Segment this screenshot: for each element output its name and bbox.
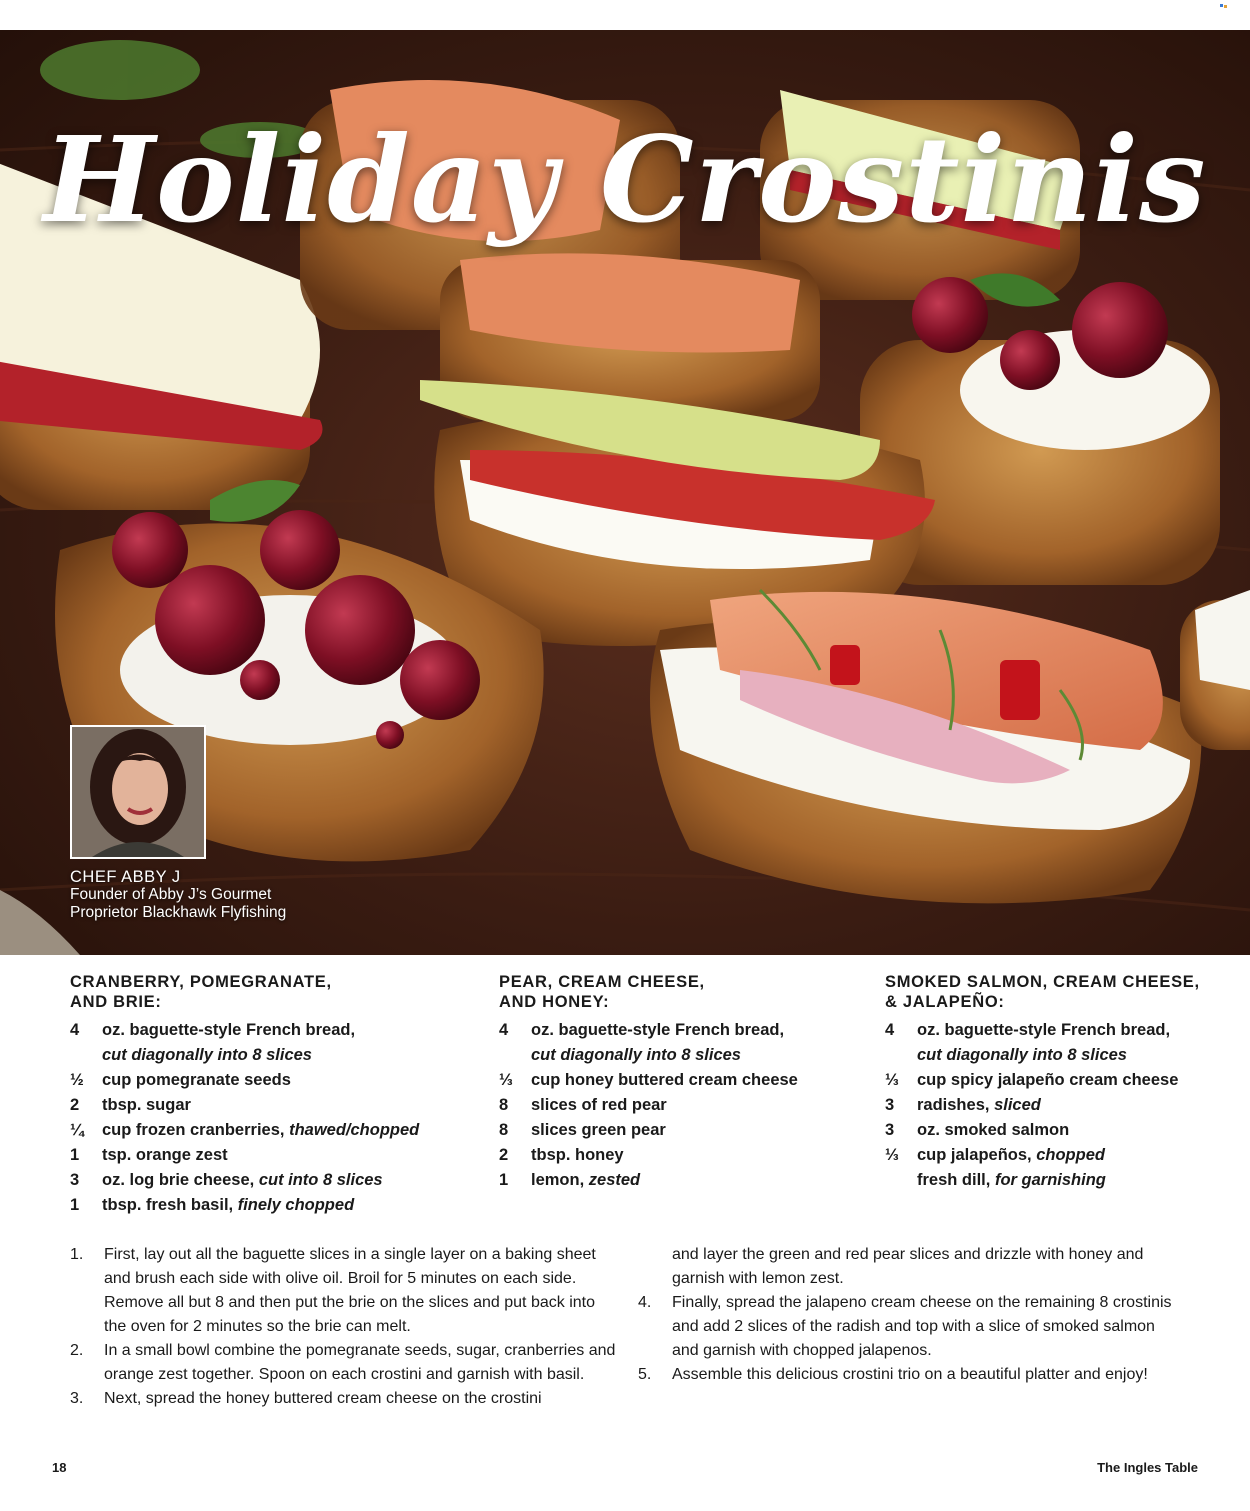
recipe-title-line: AND BRIE: [70,993,162,1011]
ingredient-qty: ⅓ [499,1071,513,1089]
step-text: In a small bowl combine the pomegranate seeds, sugar, cranberries and orange zest together. Spoon on each crostini and garnish with basil. [104,1342,616,1383]
chef-title-2: Proprietor Blackhawk Flyfishing [70,904,287,921]
recipe-salmon [885,972,1225,1193]
ingredient-note: thawed/chopped [289,1121,420,1139]
recipe-title-line: SMOKED SALMON, CREAM CHEESE, [885,973,1200,991]
ingredient-row [885,1068,1225,1093]
ingredient-qty: 4 [499,1021,509,1039]
ingredient-qty [885,1168,917,1193]
step-number: 2. [70,1342,84,1359]
ingredient-note: cut diagonally into 8 slices [102,1046,312,1064]
ingredient-qty: 1 [499,1171,509,1189]
ingredient-row [70,1143,430,1168]
ingredient-name: tbsp. fresh basil, [102,1196,234,1214]
recipe-title-line: CRANBERRY, POMEGRANATE, [70,973,332,991]
ingredient-qty: 4 [885,1021,895,1039]
ingredient-name: oz. baguette-style French bread, [917,1021,1171,1039]
ingredient-note: for garnishing [994,1171,1106,1189]
ingredient-name: fresh dill, [917,1171,991,1189]
ingredient-qty: ½ [70,1071,84,1089]
ingredient-name: radishes, [917,1096,990,1114]
ingredient-qty: 1 [70,1146,80,1164]
recipe-title-line: & JALAPEÑO: [885,993,1005,1011]
ingredient-qty: 3 [885,1121,895,1139]
directions-left [70,1243,620,1411]
ingredient-row [499,1168,859,1193]
ingredient-row [885,1143,1225,1168]
ingredient-name: tbsp. sugar [102,1096,191,1114]
ingredient-row [70,1018,430,1068]
ingredient-name: cup jalapeños, [917,1146,1032,1164]
ingredient-name: oz. smoked salmon [917,1121,1070,1139]
ingredient-qty: 4 [70,1021,80,1039]
ingredient-name: tsp. orange zest [102,1146,228,1164]
ingredient-note: finely chopped [237,1196,355,1214]
ingredient-name: oz. baguette-style French bread, [531,1021,785,1039]
step-text: Next, spread the honey buttered cream cheese on the crostini [104,1390,542,1407]
ingredient-name: cup spicy jalapeño cream cheese [917,1071,1179,1089]
ingredient-row [499,1068,859,1093]
ingredient-qty: 3 [885,1096,895,1114]
ingredient-row [885,1093,1225,1118]
recipe-pear [499,972,859,1193]
ingredient-note: zested [588,1171,641,1189]
ingredient-qty: ⅓ [885,1146,899,1164]
direction-step [70,1243,620,1339]
direction-step [638,1363,1178,1387]
corner-mark-icon [1220,4,1228,10]
ingredient-row [885,1118,1225,1143]
ingredient-note: sliced [994,1096,1041,1114]
direction-step [638,1291,1178,1363]
ingredient-qty: 1 [70,1196,80,1214]
step-text: Assemble this delicious crostini trio on a beautiful platter and enjoy! [672,1366,1148,1383]
ingredient-name: oz. baguette-style French bread, [102,1021,356,1039]
ingredient-name: cup pomegranate seeds [102,1071,291,1089]
ingredient-row [499,1093,859,1118]
ingredient-qty: ¼ [70,1121,84,1139]
ingredient-name: lemon, [531,1171,585,1189]
ingredient-note: cut into 8 slices [258,1171,383,1189]
recipe-title [70,972,430,1012]
ingredient-name: tbsp. honey [531,1146,624,1164]
ingredient-name: slices of red pear [531,1096,667,1114]
ingredient-row [499,1143,859,1168]
direction-step [70,1339,620,1387]
recipe-title-line: AND HONEY: [499,993,610,1011]
ingredient-name: cup honey buttered cream cheese [531,1071,798,1089]
chef-caption [70,868,286,922]
ingredient-row [499,1018,859,1068]
ingredient-note: cut diagonally into 8 slices [917,1046,1127,1064]
recipe-cranberry [70,972,430,1218]
page-number: 18 [52,1460,67,1475]
ingredient-note: cut diagonally into 8 slices [531,1046,741,1064]
page-title: Holiday Crostinis [43,110,1207,249]
step-text: Finally, spread the jalapeno cream cheese on the remaining 8 crostinis and add 2 slices of the radish and top with a slice of smoked salmon and garnish with chopped jalapenos. [672,1294,1172,1359]
ingredient-row [70,1168,430,1193]
ingredient-row [885,1018,1225,1068]
ingredient-row [499,1118,859,1143]
step-number: 4. [638,1294,652,1311]
recipe-title [499,972,859,1012]
ingredient-qty: 8 [499,1121,509,1139]
ingredient-qty: 2 [70,1096,80,1114]
step-text: First, lay out all the baguette slices in a single layer on a baking sheet and brush each side with olive oil. Broil for 5 minutes on each side. Remove all but 8 and then put the brie on the slices and put back into the oven for 2 minutes so the brie can melt. [104,1246,596,1335]
ingredient-name: oz. log brie cheese, [102,1171,255,1189]
hero-photo [0,30,1250,955]
ingredient-qty: 3 [70,1171,80,1189]
chef-portrait [70,725,206,859]
ingredient-name: cup frozen cranberries, [102,1121,285,1139]
step-number: 3. [70,1390,84,1407]
ingredient-row [70,1093,430,1118]
recipe-title [885,972,1225,1012]
directions-right [638,1243,1178,1387]
step-text-continued: and layer the green and red pear slices and drizzle with honey and garnish with lemon zest. [672,1246,1144,1287]
chef-title-1: Founder of Abby J’s Gourmet [70,886,272,903]
ingredient-row [70,1068,430,1093]
step-number: 1. [70,1246,84,1263]
chef-name: CHEF ABBY J [70,868,181,886]
ingredient-qty: ⅓ [885,1071,899,1089]
ingredient-row [885,1168,1225,1193]
ingredient-name: slices green pear [531,1121,666,1139]
ingredient-qty: 8 [499,1096,509,1114]
ingredient-qty: 2 [499,1146,509,1164]
recipe-title-line: PEAR, CREAM CHEESE, [499,973,705,991]
ingredient-row [70,1193,430,1218]
publication-name: The Ingles Table [1097,1460,1198,1475]
direction-step [70,1387,620,1411]
ingredient-row [70,1118,430,1143]
ingredient-note: chopped [1036,1146,1105,1164]
step-number: 5. [638,1366,652,1383]
